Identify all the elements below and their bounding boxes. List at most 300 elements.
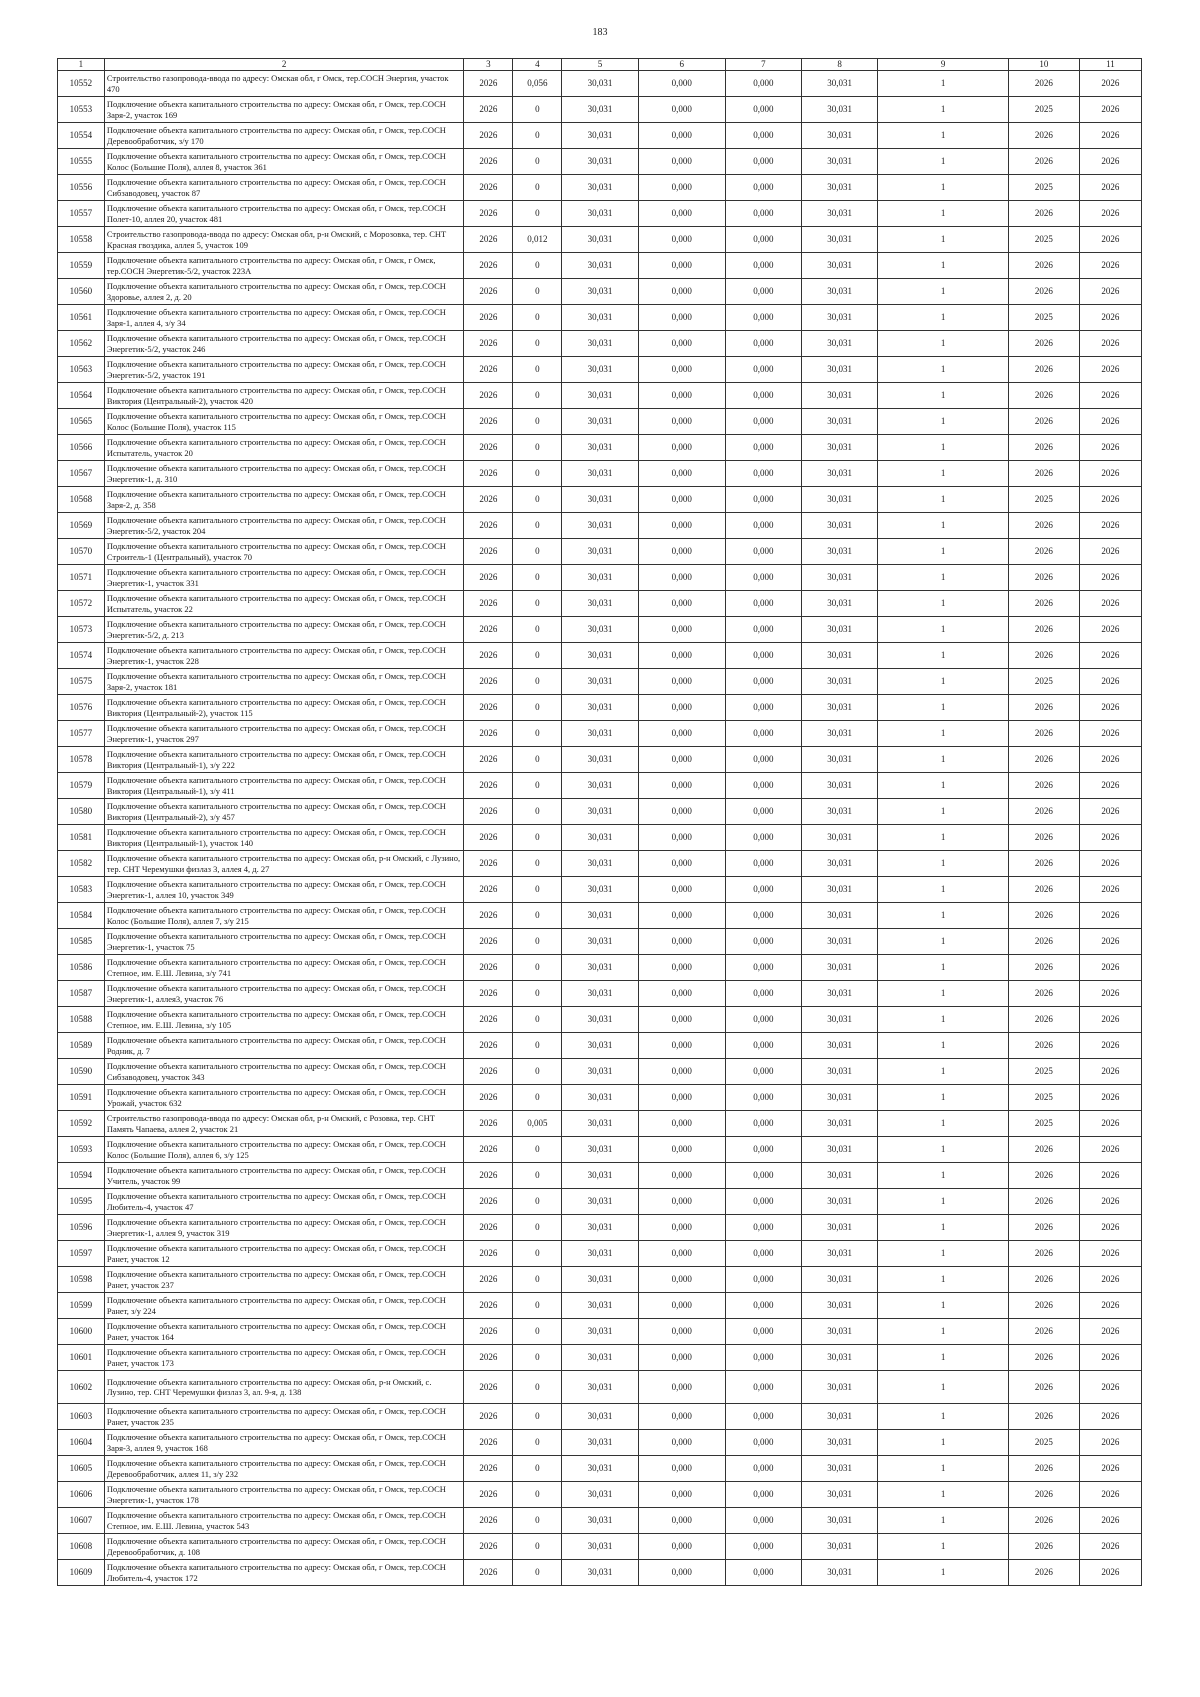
col5-cell: 30,031 [562,643,638,669]
col7-cell: 0,000 [725,1319,801,1345]
col8-cell: 30,031 [802,513,878,539]
object-description-cell: Строительство газопровода-ввода по адресу: Омская обл, г Омск, тер.СОСН Энергия, участок 470 [104,71,464,97]
col4-cell: 0 [513,201,562,227]
col4-cell: 0 [513,357,562,383]
col3-cell: 2026 [464,1430,513,1456]
object-description-cell: Подключение объекта капитального строительства по адресу: Омская обл, г Омск, тер.СОСН Колос (Большие Поля), аллея 6, з/у 125 [104,1137,464,1163]
col3-cell: 2026 [464,1371,513,1404]
col7-cell: 0,000 [725,1163,801,1189]
col4-cell: 0 [513,929,562,955]
col11-cell: 2026 [1079,747,1141,773]
col4-cell: 0 [513,1085,562,1111]
col4-cell: 0 [513,1345,562,1371]
col7-cell: 0,000 [725,331,801,357]
object-description-cell: Подключение объекта капитального строительства по адресу: Омская обл, г Омск, тер.СОСН Виктория (Центральный-2), участок 420 [104,383,464,409]
col5-cell: 30,031 [562,1189,638,1215]
col6-cell: 0,000 [638,1534,725,1560]
col3-cell: 2026 [464,123,513,149]
col7-cell: 0,000 [725,955,801,981]
col6-cell: 0,000 [638,539,725,565]
col11-cell: 2026 [1079,1163,1141,1189]
col7-cell: 0,000 [725,1430,801,1456]
col9-cell: 1 [878,1163,1009,1189]
object-description-cell: Подключение объекта капитального строительства по адресу: Омская обл, г Омск, тер.СОСН Учитель, участок 99 [104,1163,464,1189]
col5-cell: 30,031 [562,1371,638,1404]
col11-cell: 2026 [1079,1456,1141,1482]
col8-cell: 30,031 [802,955,878,981]
table-row [58,1267,1142,1293]
object-description-cell: Подключение объекта капитального строительства по адресу: Омская обл, г Омск, тер.СОСН Деревообработчик, аллея 11, з/у 232 [104,1456,464,1482]
col5-cell: 30,031 [562,1241,638,1267]
col7-cell: 0,000 [725,1215,801,1241]
row-number-cell: 10567 [58,461,105,487]
row-number-cell: 10560 [58,279,105,305]
col5-cell: 30,031 [562,695,638,721]
row-number-cell: 10570 [58,539,105,565]
table-row [58,1482,1142,1508]
object-description-cell: Подключение объекта капитального строительства по адресу: Омская обл, г Омск, тер.СОСН Виктория (Центральный-2), участок 115 [104,695,464,721]
col9-cell: 1 [878,461,1009,487]
col3-cell: 2026 [464,1059,513,1085]
col3-cell: 2026 [464,175,513,201]
col6-cell: 0,000 [638,1007,725,1033]
col11-cell: 2026 [1079,461,1141,487]
col6-cell: 0,000 [638,1560,725,1586]
table-row [58,1033,1142,1059]
col10-cell: 2026 [1009,331,1080,357]
col9-cell: 1 [878,1345,1009,1371]
object-description-cell: Подключение объекта капитального строительства по адресу: Омская обл, г Омск, тер.СОСН Заря-1, аллея 4, з/у 34 [104,305,464,331]
col3-cell: 2026 [464,227,513,253]
col3-cell: 2026 [464,487,513,513]
col4-cell: 0 [513,1534,562,1560]
col4-cell: 0 [513,721,562,747]
col8-cell: 30,031 [802,1534,878,1560]
col6-cell: 0,000 [638,357,725,383]
col6-cell: 0,000 [638,331,725,357]
table-row [58,747,1142,773]
col7-cell: 0,000 [725,71,801,97]
col3-cell: 2026 [464,461,513,487]
table-row [58,669,1142,695]
col4-cell: 0 [513,955,562,981]
table-row [58,435,1142,461]
col8-cell: 30,031 [802,981,878,1007]
col9-cell: 1 [878,903,1009,929]
col3-cell: 2026 [464,1319,513,1345]
col7-cell: 0,000 [725,591,801,617]
col3-cell: 2026 [464,435,513,461]
col11-cell: 2026 [1079,357,1141,383]
col5-cell: 30,031 [562,1345,638,1371]
col6-cell: 0,000 [638,799,725,825]
col11-cell: 2026 [1079,513,1141,539]
col8-cell: 30,031 [802,643,878,669]
col8-cell: 30,031 [802,279,878,305]
row-number-cell: 10554 [58,123,105,149]
col9-cell: 1 [878,1430,1009,1456]
row-number-cell: 10594 [58,1163,105,1189]
table-row [58,71,1142,97]
row-number-cell: 10606 [58,1482,105,1508]
object-description-cell: Подключение объекта капитального строительства по адресу: Омская обл, г Омск, тер.СОСН Заря-2, участок 181 [104,669,464,695]
col6-cell: 0,000 [638,825,725,851]
col11-cell: 2026 [1079,1345,1141,1371]
object-description-cell: Подключение объекта капитального строительства по адресу: Омская обл, г Омск, тер.СОСН Любитель-4, участок 47 [104,1189,464,1215]
col8-cell: 30,031 [802,1241,878,1267]
row-number-cell: 10597 [58,1241,105,1267]
col7-cell: 0,000 [725,877,801,903]
table-row [58,825,1142,851]
col3-cell: 2026 [464,539,513,565]
table-row [58,1560,1142,1586]
col7-cell: 0,000 [725,721,801,747]
col8-cell: 30,031 [802,383,878,409]
col3-cell: 2026 [464,981,513,1007]
col6-cell: 0,000 [638,1111,725,1137]
row-number-cell: 10604 [58,1430,105,1456]
col10-cell: 2026 [1009,591,1080,617]
col5-cell: 30,031 [562,1560,638,1586]
object-description-cell: Подключение объекта капитального строительства по адресу: Омская обл, г Омск, тер.СОСН Виктория (Центральный-1), участок 140 [104,825,464,851]
col11-cell: 2026 [1079,1482,1141,1508]
col10-cell: 2025 [1009,175,1080,201]
col4-cell: 0 [513,851,562,877]
register-table [57,58,1142,1586]
row-number-cell: 10586 [58,955,105,981]
col8-cell: 30,031 [802,1345,878,1371]
col6-cell: 0,000 [638,565,725,591]
col9-cell: 1 [878,981,1009,1007]
column-number-cell: 4 [513,59,562,71]
col10-cell: 2025 [1009,305,1080,331]
col10-cell: 2026 [1009,929,1080,955]
col8-cell: 30,031 [802,877,878,903]
col6-cell: 0,000 [638,695,725,721]
col9-cell: 1 [878,1319,1009,1345]
column-number-cell: 8 [802,59,878,71]
col6-cell: 0,000 [638,721,725,747]
col11-cell: 2026 [1079,279,1141,305]
row-number-cell: 10585 [58,929,105,955]
col8-cell: 30,031 [802,1215,878,1241]
col5-cell: 30,031 [562,1267,638,1293]
column-number-cell: 3 [464,59,513,71]
object-description-cell: Подключение объекта капитального строительства по адресу: Омская обл, г Омск, тер.СОСН Степное, им. Е.Ш. Левина, з/у 105 [104,1007,464,1033]
col6-cell: 0,000 [638,1345,725,1371]
col3-cell: 2026 [464,643,513,669]
row-number-cell: 10569 [58,513,105,539]
col8-cell: 30,031 [802,409,878,435]
col5-cell: 30,031 [562,1111,638,1137]
col4-cell: 0 [513,253,562,279]
object-description-cell: Подключение объекта капитального строительства по адресу: Омская обл, г Омск, тер.СОСН Любитель-4, участок 172 [104,1560,464,1586]
col3-cell: 2026 [464,1085,513,1111]
col6-cell: 0,000 [638,851,725,877]
table-row [58,1404,1142,1430]
row-number-cell: 10566 [58,435,105,461]
col6-cell: 0,000 [638,227,725,253]
col5-cell: 30,031 [562,97,638,123]
col11-cell: 2026 [1079,149,1141,175]
table-row [58,1111,1142,1137]
col5-cell: 30,031 [562,149,638,175]
row-number-cell: 10584 [58,903,105,929]
col11-cell: 2026 [1079,409,1141,435]
col9-cell: 1 [878,1404,1009,1430]
col3-cell: 2026 [464,747,513,773]
table-row [58,1319,1142,1345]
object-description-cell: Строительство газопровода-ввода по адресу: Омская обл, р-н Омский, с Морозовка, тер. СНТ Красная гвоздика, аллея 5, участок 109 [104,227,464,253]
col9-cell: 1 [878,1033,1009,1059]
col9-cell: 1 [878,1293,1009,1319]
col10-cell: 2026 [1009,851,1080,877]
col4-cell: 0 [513,825,562,851]
col9-cell: 1 [878,1189,1009,1215]
table-row [58,409,1142,435]
col4-cell: 0 [513,409,562,435]
table-row [58,851,1142,877]
col7-cell: 0,000 [725,1293,801,1319]
col8-cell: 30,031 [802,539,878,565]
table-row [58,955,1142,981]
table-row [58,487,1142,513]
col6-cell: 0,000 [638,123,725,149]
col7-cell: 0,000 [725,1508,801,1534]
col3-cell: 2026 [464,851,513,877]
col8-cell: 30,031 [802,695,878,721]
col4-cell: 0 [513,539,562,565]
col4-cell: 0 [513,513,562,539]
col9-cell: 1 [878,253,1009,279]
col9-cell: 1 [878,435,1009,461]
col11-cell: 2026 [1079,851,1141,877]
col4-cell: 0 [513,331,562,357]
col8-cell: 30,031 [802,1430,878,1456]
col4-cell: 0 [513,1163,562,1189]
table-row [58,97,1142,123]
row-number-cell: 10595 [58,1189,105,1215]
col8-cell: 30,031 [802,1456,878,1482]
table-row [58,695,1142,721]
col5-cell: 30,031 [562,253,638,279]
col5-cell: 30,031 [562,981,638,1007]
col3-cell: 2026 [464,1404,513,1430]
col7-cell: 0,000 [725,539,801,565]
row-number-cell: 10601 [58,1345,105,1371]
object-description-cell: Подключение объекта капитального строительства по адресу: Омская обл, г Омск, тер.СОСН Колос (Большие Поля), участок 115 [104,409,464,435]
col4-cell: 0 [513,1560,562,1586]
col7-cell: 0,000 [725,981,801,1007]
col9-cell: 1 [878,1007,1009,1033]
col5-cell: 30,031 [562,669,638,695]
col9-cell: 1 [878,305,1009,331]
col3-cell: 2026 [464,617,513,643]
object-description-cell: Подключение объекта капитального строительства по адресу: Омская обл, г Омск, тер.СОСН Деревообработчик, з/у 170 [104,123,464,149]
col6-cell: 0,000 [638,71,725,97]
col11-cell: 2026 [1079,1430,1141,1456]
col9-cell: 1 [878,513,1009,539]
col4-cell: 0 [513,669,562,695]
col4-cell: 0 [513,1482,562,1508]
col7-cell: 0,000 [725,487,801,513]
object-description-cell: Подключение объекта капитального строительства по адресу: Омская обл, г Омск, тер.СОСН Заря-2, участок 169 [104,97,464,123]
col5-cell: 30,031 [562,773,638,799]
table-row [58,1163,1142,1189]
table-row [58,1137,1142,1163]
col8-cell: 30,031 [802,201,878,227]
object-description-cell: Подключение объекта капитального строительства по адресу: Омская обл, г Омск, тер.СОСН Ранет, участок 237 [104,1267,464,1293]
col9-cell: 1 [878,71,1009,97]
table-row [58,383,1142,409]
col5-cell: 30,031 [562,201,638,227]
col5-cell: 30,031 [562,1085,638,1111]
col4-cell: 0 [513,123,562,149]
col8-cell: 30,031 [802,1111,878,1137]
object-description-cell: Подключение объекта капитального строительства по адресу: Омская обл, г Омск, тер.СОСН Ранет, участок 173 [104,1345,464,1371]
col8-cell: 30,031 [802,305,878,331]
col5-cell: 30,031 [562,591,638,617]
col7-cell: 0,000 [725,1371,801,1404]
col3-cell: 2026 [464,1534,513,1560]
col9-cell: 1 [878,201,1009,227]
table-row [58,617,1142,643]
col6-cell: 0,000 [638,1241,725,1267]
col10-cell: 2025 [1009,1059,1080,1085]
col6-cell: 0,000 [638,929,725,955]
col10-cell: 2026 [1009,1534,1080,1560]
col7-cell: 0,000 [725,201,801,227]
col7-cell: 0,000 [725,565,801,591]
row-number-cell: 10587 [58,981,105,1007]
object-description-cell: Подключение объекта капитального строительства по адресу: Омская обл, г Омск, тер.СОСН Колос (Большие Поля), аллея 7, з/у 215 [104,903,464,929]
col4-cell: 0 [513,1430,562,1456]
col7-cell: 0,000 [725,1137,801,1163]
col8-cell: 30,031 [802,461,878,487]
col10-cell: 2025 [1009,1085,1080,1111]
table-row [58,1293,1142,1319]
col11-cell: 2026 [1079,1508,1141,1534]
col10-cell: 2026 [1009,149,1080,175]
col9-cell: 1 [878,1534,1009,1560]
col8-cell: 30,031 [802,929,878,955]
col5-cell: 30,031 [562,799,638,825]
col6-cell: 0,000 [638,1371,725,1404]
col10-cell: 2026 [1009,357,1080,383]
object-description-cell: Подключение объекта капитального строительства по адресу: Омская обл, г Омск, тер.СОСН Урожай, участок 632 [104,1085,464,1111]
col8-cell: 30,031 [802,149,878,175]
row-number-cell: 10575 [58,669,105,695]
row-number-cell: 10588 [58,1007,105,1033]
col7-cell: 0,000 [725,1404,801,1430]
col6-cell: 0,000 [638,149,725,175]
row-number-cell: 10563 [58,357,105,383]
col9-cell: 1 [878,1215,1009,1241]
col3-cell: 2026 [464,201,513,227]
col4-cell: 0 [513,617,562,643]
col6-cell: 0,000 [638,1482,725,1508]
col5-cell: 30,031 [562,175,638,201]
col9-cell: 1 [878,929,1009,955]
table-row [58,773,1142,799]
col6-cell: 0,000 [638,97,725,123]
col10-cell: 2026 [1009,1482,1080,1508]
row-number-cell: 10556 [58,175,105,201]
row-number-cell: 10564 [58,383,105,409]
col10-cell: 2026 [1009,383,1080,409]
col6-cell: 0,000 [638,409,725,435]
col9-cell: 1 [878,1111,1009,1137]
table-row [58,929,1142,955]
col10-cell: 2026 [1009,981,1080,1007]
col4-cell: 0 [513,487,562,513]
col6-cell: 0,000 [638,435,725,461]
row-number-cell: 10593 [58,1137,105,1163]
object-description-cell: Подключение объекта капитального строительства по адресу: Омская обл, г Омск, тер.СОСН Заря-2, д. 358 [104,487,464,513]
column-number-row [58,59,1142,71]
col5-cell: 30,031 [562,1534,638,1560]
col8-cell: 30,031 [802,253,878,279]
col7-cell: 0,000 [725,305,801,331]
table-row [58,539,1142,565]
table-row [58,981,1142,1007]
col6-cell: 0,000 [638,955,725,981]
row-number-cell: 10598 [58,1267,105,1293]
row-number-cell: 10553 [58,97,105,123]
col3-cell: 2026 [464,929,513,955]
col6-cell: 0,000 [638,1293,725,1319]
col4-cell: 0 [513,643,562,669]
col9-cell: 1 [878,1085,1009,1111]
table-row [58,643,1142,669]
row-number-cell: 10596 [58,1215,105,1241]
col5-cell: 30,031 [562,331,638,357]
col4-cell: 0 [513,1508,562,1534]
col4-cell: 0,012 [513,227,562,253]
column-number-cell: 7 [725,59,801,71]
object-description-cell: Подключение объекта капитального строительства по адресу: Омская обл, г Омск, тер.СОСН Ранет, участок 235 [104,1404,464,1430]
row-number-cell: 10591 [58,1085,105,1111]
col3-cell: 2026 [464,955,513,981]
col11-cell: 2026 [1079,617,1141,643]
col10-cell: 2026 [1009,1560,1080,1586]
col7-cell: 0,000 [725,461,801,487]
col8-cell: 30,031 [802,1137,878,1163]
col10-cell: 2026 [1009,1319,1080,1345]
table-row [58,305,1142,331]
col3-cell: 2026 [464,695,513,721]
col6-cell: 0,000 [638,461,725,487]
row-number-cell: 10559 [58,253,105,279]
col8-cell: 30,031 [802,1163,878,1189]
table-row [58,1059,1142,1085]
col7-cell: 0,000 [725,851,801,877]
table-row [58,1456,1142,1482]
table-row [58,1189,1142,1215]
row-number-cell: 10571 [58,565,105,591]
col10-cell: 2026 [1009,721,1080,747]
col11-cell: 2026 [1079,123,1141,149]
col10-cell: 2026 [1009,409,1080,435]
col9-cell: 1 [878,747,1009,773]
object-description-cell: Подключение объекта капитального строительства по адресу: Омская обл, г Омск, тер.СОСН Здоровье, аллея 2, д. 20 [104,279,464,305]
col4-cell: 0,056 [513,71,562,97]
col3-cell: 2026 [464,357,513,383]
col9-cell: 1 [878,97,1009,123]
col11-cell: 2026 [1079,1560,1141,1586]
row-number-cell: 10561 [58,305,105,331]
col11-cell: 2026 [1079,305,1141,331]
